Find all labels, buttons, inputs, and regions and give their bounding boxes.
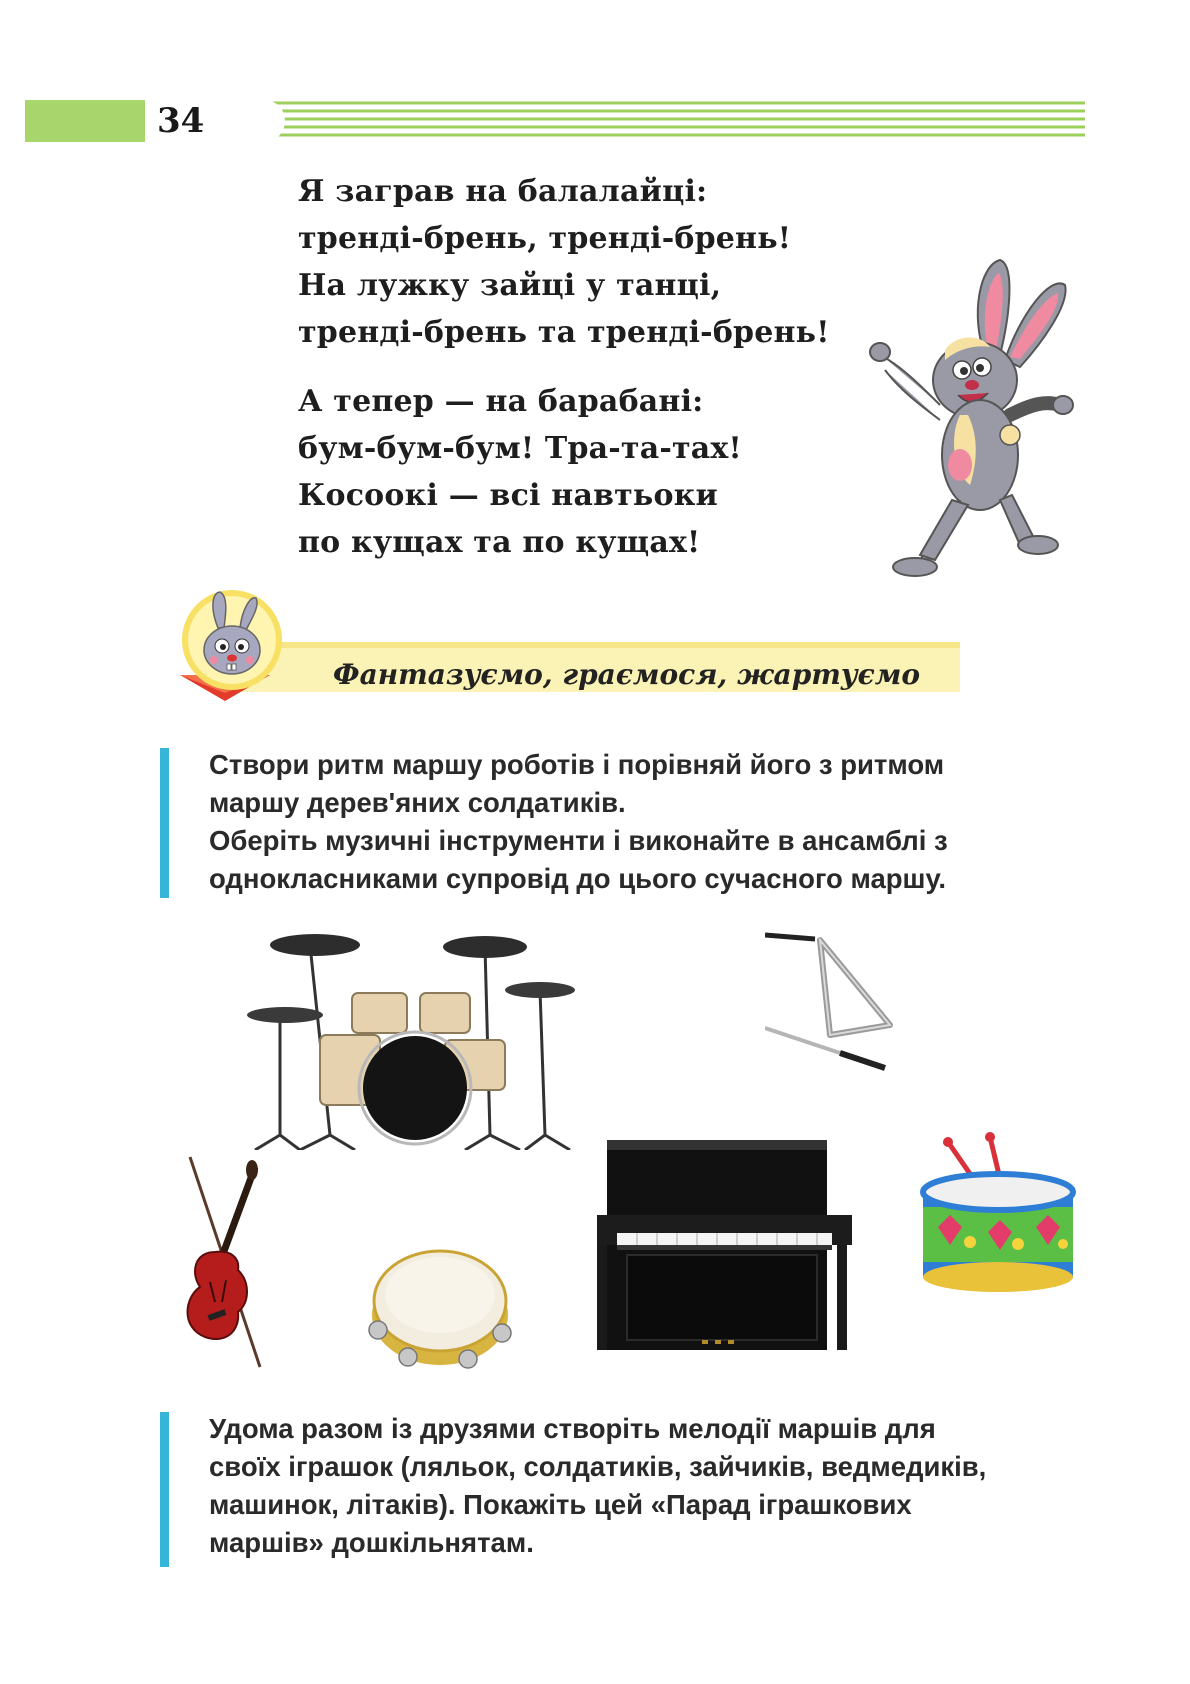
task-line: маршу дерев'яних солдатиків. [209, 787, 626, 818]
poem-line: по кущах та по кущах! [298, 525, 701, 560]
drum-kit [240, 925, 580, 1150]
poem [298, 168, 858, 588]
task-text [209, 1410, 1089, 1562]
poem-line: На лужку зайці у танці, [298, 268, 722, 303]
task-line: маршів» дошкільнятам. [209, 1527, 534, 1558]
rabbit-face-icon [180, 588, 285, 693]
task-marker-bar [160, 748, 169, 898]
poem-stanza [298, 378, 858, 566]
task-line: Оберіть музичні інструменти і виконайте в ансамблі з [209, 825, 948, 856]
page-number: 34 [157, 101, 205, 141]
task-line: своїх іграшок (ляльок, солдатиків, зайчиків, ведмедиків, [209, 1451, 987, 1482]
task-line: машинок, літаків). Покажіть цей «Парад іграшкових [209, 1489, 912, 1520]
triangle-instrument [765, 925, 900, 1075]
task-line: Створи ритм маршу роботів і порівняй його з ритмом [209, 749, 945, 780]
toy-drum [918, 1132, 1078, 1292]
poem-stanza [298, 168, 858, 356]
task-line: Удома разом із друзями створіть мелодії маршів для [209, 1413, 936, 1444]
task-text [209, 746, 1089, 898]
tambourine [368, 1245, 513, 1370]
poem-line: Косоокі — всі навтьоки [298, 478, 719, 513]
rabbit-illustration [860, 255, 1075, 585]
poem-line: тренді-брень та тренді-брень! [298, 315, 830, 350]
violin [160, 1152, 280, 1372]
poem-line: тренді-брень, тренді-брень! [298, 221, 792, 256]
task-marker-bar [160, 1412, 169, 1567]
poem-line: Я заграв на балалайці: [298, 174, 708, 209]
poem-line: бум-бум-бум! Тра-та-тах! [298, 431, 742, 466]
section-title: Фантазуємо, граємося, жартуємо [333, 658, 920, 691]
piano [597, 1135, 852, 1355]
task-line: однокласниками супровід до цього сучасного маршу. [209, 863, 946, 894]
poem-line: А тепер — на барабані: [298, 384, 704, 419]
